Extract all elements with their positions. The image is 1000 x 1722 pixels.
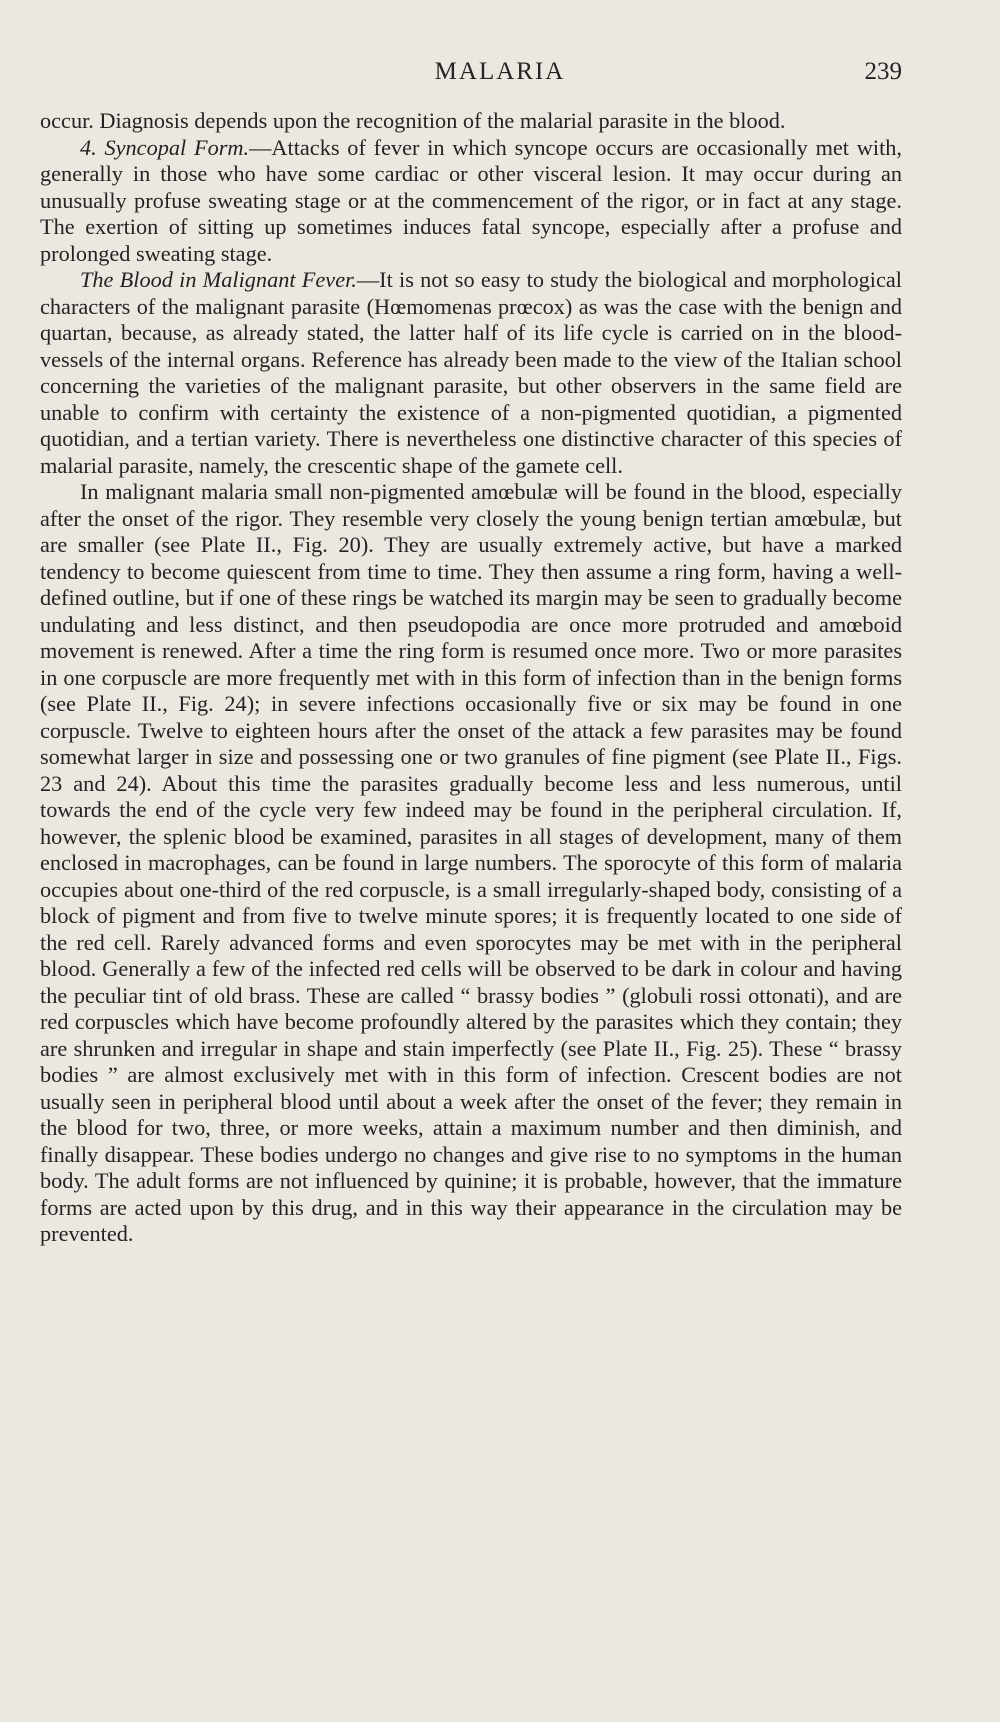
paragraph-lead: The Blood in Malignant Fever. [80,267,357,292]
paragraph-text: occur. Diagnosis depends upon the recognition of the malarial parasite in the blood. [40,108,786,133]
body-text [40,108,902,1248]
running-title: MALARIA [434,58,566,85]
paragraph-blood-malignant-fever [40,267,902,479]
paragraph-lead: 4. Syncopal Form. [80,134,250,160]
paragraph-syncopal-form [40,135,902,268]
paragraph-text: —It is not so easy to study the biological and morphological characters of the malignant parasite (Hœmomenas prœcox) as was the case with the benign and quartan, because, as already stated, the latter half of its life cycle is carried on in the blood-vessels of the internal organs. Reference has already been made to the view of the Italian school concerning the varieties of the malignant parasite, but other observers in the same field are unable to confirm with certainty the existence of a non-pigmented quotidian, a pigmented quotidian, and a tertian variety. There is nevertheless one distinctive character of this species of malarial parasite, namely, the crescentic shape of the gamete cell. [40,267,902,478]
paragraph-text: —Attacks of fever in which syncope occurs are occasionally met with, generally in those who have some cardiac or other visceral lesion. It may occur during an unusually profuse sweating stage or at the commencement of the rigor, or in fact at any stage. The exertion of sitting up sometimes induces fatal syncope, especially after a profuse and prolonged sweating stage. [40,134,902,266]
page-number: 239 [864,58,902,85]
paragraph-continuation [40,108,902,135]
page-header [0,52,1000,92]
paragraph-malignant-malaria [40,479,902,1248]
paragraph-text: In malignant malaria small non-pigmented amœbulæ will be found in the blood, especially after the onset of the rigor. They resemble very closely the young benign tertian amœbulæ, but are smaller (see Plate II., Fig. 20). They are usually extremely active, but have a marked tendency to become quiescent from time to time. They then assume a ring form, having a well-defined outline, but if one of these rings be watched its margin may be seen to gradually become undulating and less distinct, and then pseudopodia are once more protruded and amœboid movement is renewed. After a time the ring form is resumed once more. Two or more parasites in one corpuscle are more frequently met with in this form of infection than in the benign forms (see Plate II., Fig. 24); in severe infections occasionally five or six may be found in one corpuscle. Twelve to eighteen hours after the onset of the attack a few parasites may be found somewhat larger in size and possessing one or two granules of fine pigment (see Plate II., Figs. 23 and 24). About this time the parasites gradually become less and less numerous, until towards the end of the cycle very few indeed may be found in the peripheral circulation. If, however, the splenic blood be examined, parasites in all stages of development, many of them enclosed in macrophages, can be found in large numbers. The sporocyte of this form of malaria occupies about one-third of the red corpuscle, is a small irregularly-shaped body, consisting of a block of pigment and from five to twelve minute spores; it is frequently located to one side of the red cell. Rarely advanced forms and even sporocytes may be met with in the peripheral blood. Generally a few of the infected red cells will be observed to be dark in colour and having the peculiar tint of old brass. These are called “ brassy bodies ” (globuli rossi ottonati), and are red corpuscles which have become profoundly altered by the parasites which they contain; they are shrunken and irregular in shape and stain imperfectly (see Plate II., Fig. 25). These “ brassy bodies ” are almost exclusively met with in this form of infection. Crescent bodies are not usually seen in peripheral blood until about a week after the onset of the fever; they remain in the blood for two, three, or more weeks, attain a maximum number and then diminish, and finally disappear. These bodies undergo no changes and give rise to no symptoms in the human body. The adult forms are not influenced by quinine; it is probable, however, that the immature forms are acted upon by this drug, and in this way their appearance in the circulation may be prevented. [40,479,902,1246]
